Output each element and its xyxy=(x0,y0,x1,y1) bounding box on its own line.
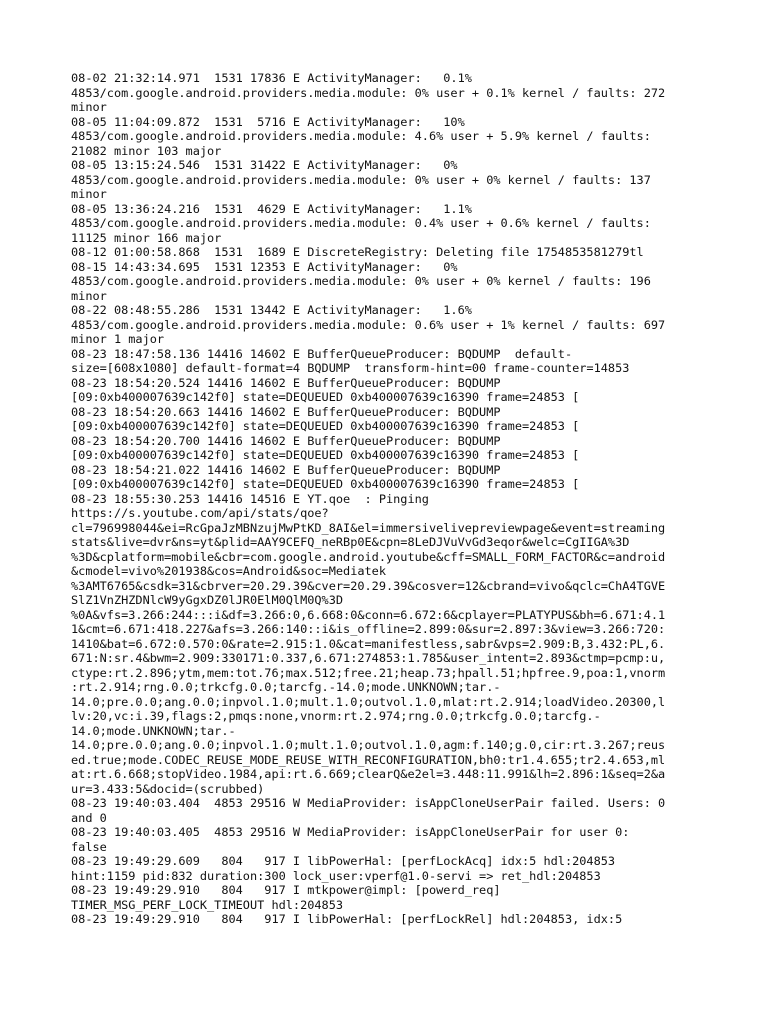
log-line: 4853/com.google.android.providers.media.module: 0% user + 0% kernel / faults: 137 xyxy=(71,172,651,187)
log-line: 4853/com.google.android.providers.media.module: 0% user + 0.1% kernel / faults: 272 xyxy=(71,85,666,100)
log-line: &cmodel=vivo%201938&cos=Android&soc=Mediatek xyxy=(71,564,386,578)
log-line: 14.0;mode.UNKNOWN;tar.- xyxy=(71,723,236,738)
log-line: minor xyxy=(71,100,107,114)
log-line: cl=796998044&ei=RcGpaJzMBNzujMwPtKD_8AI&el=immersivelivepreviewpage&event=streaming xyxy=(71,520,666,535)
log-line: TIMER_MSG_PERF_LOCK_TIMEOUT hdl:204853 xyxy=(71,897,344,912)
log-line: minor 1 major xyxy=(71,332,165,346)
log-line: 08-23 19:40:03.404 4853 29516 W MediaProvider: isAppCloneUserPair failed. Users: 0 xyxy=(71,796,666,810)
log-line: 4853/com.google.android.providers.media.module: 4.6% user + 5.9% kernel / faults: xyxy=(71,129,651,143)
log-line: 08-23 19:49:29.910 804 917 I libPowerHal: [perfLockRel] hdl:204853, idx:5 xyxy=(71,912,623,926)
log-line: 08-15 14:43:34.695 1531 12353 E ActivityManager: 0% xyxy=(71,259,458,274)
log-line: [09:0xb400007639c142f0] state=DEQUEUED 0xb400007639c16390 frame=24853 [ xyxy=(71,477,580,491)
log-line: lv:20,vc:i.39,flags:2,pmqs:none,vnorm:rt.2.974;rng.0.0;trkcfg.0.0;tarcfg.- xyxy=(71,709,601,723)
log-line: [09:0xb400007639c142f0] state=DEQUEUED 0xb400007639c16390 frame=24853 [ xyxy=(71,448,580,462)
log-line: %3D&cplatform=mobile&cbr=com.google.android.youtube&cff=SMALL_FORM_FACTOR&c=android xyxy=(71,549,666,564)
log-line: 08-23 18:55:30.253 14416 14516 E YT.qoe : Pinging xyxy=(71,491,429,506)
log-line: 08-05 11:04:09.872 1531 5716 E ActivityManager: 10% xyxy=(71,114,465,129)
log-line: 14.0;pre.0.0;ang.0.0;inpvol.1.0;mult.1.0;outvol.1.0,mlat:rt.2.914;loadVideo.20300,l xyxy=(71,694,666,709)
log-line: 1410&bat=6.672:0.570:0&rate=2.915:1.0&cat=manifestless,sabr&vps=2.909:B,3.432:PL,6. xyxy=(71,636,666,651)
log-line: 08-23 18:54:21.022 14416 14602 E BufferQueueProducer: BQDUMP xyxy=(71,462,501,477)
log-line: 08-23 18:47:58.136 14416 14602 E BufferQueueProducer: BQDUMP default- xyxy=(71,346,573,361)
log-line: ed.true;mode.CODEC_REUSE_MODE_REUSE_WITH_RECONFIGURATION,bh0:tr1.4.655;tr2.4.653,ml xyxy=(71,752,666,767)
log-line: 08-23 19:49:29.609 804 917 I libPowerHal: [perfLockAcq] idx:5 hdl:204853 xyxy=(71,854,616,868)
log-line: 08-23 18:54:20.524 14416 14602 E BufferQueueProducer: BQDUMP xyxy=(71,375,501,390)
log-line: 4853/com.google.android.providers.media.module: 0.6% user + 1% kernel / faults: 697 xyxy=(71,317,666,332)
log-line: 671:N:sr.4&bwm=2.909:330171:0.337,6.671:274853:1.785&user_intent=2.893&ctmp=pcmp:u, xyxy=(71,651,666,665)
log-line: 08-23 18:54:20.663 14416 14602 E BufferQueueProducer: BQDUMP xyxy=(71,404,501,419)
log-line: stats&live=dvr&ns=yt&plid=AAY9CEFQ_neRBp0E&cpn=8LeDJVuVvGd3eqor&welc=CgIIGA%3D xyxy=(71,535,630,549)
log-line: [09:0xb400007639c142f0] state=DEQUEUED 0xb400007639c16390 frame=24853 [ xyxy=(71,419,580,433)
log-line: 08-23 19:49:29.910 804 917 I mtkpower@impl: [powerd_req] xyxy=(71,883,501,897)
log-line: size=[608x1080] default-format=4 BQDUMP transform-hint=00 frame-counter=14853 xyxy=(71,361,630,375)
log-line: false xyxy=(71,839,107,854)
log-line: minor xyxy=(71,288,107,303)
log-line: 08-12 01:00:58.868 1531 1689 E DiscreteRegistry: Deleting file 1754853581279tl xyxy=(71,245,644,259)
log-line: 08-05 13:36:24.216 1531 4629 E ActivityManager: 1.1% xyxy=(71,201,472,216)
log-line: hint:1159 pid:832 duration:300 lock_user:vperf@1.0-servi => ret_hdl:204853 xyxy=(71,868,601,883)
log-line: at:rt.6.668;stopVideo.1984,api:rt.6.669;clearQ&e2el=3.448:11.991&lh=2.896:1&seq=2&a xyxy=(71,767,666,781)
log-line: ur=3.433:5&docid=(scrubbed) xyxy=(71,781,265,796)
log-line: 21082 minor 103 major xyxy=(71,143,222,158)
log-line: 08-23 19:40:03.405 4853 29516 W MediaProvider: isAppCloneUserPair for user 0: xyxy=(71,825,630,839)
log-line: 1&cmt=6.671:418.227&afs=3.266:140::i&is_offline=2.899:0&sur=2.897:3&view=3.266:720: xyxy=(71,622,666,636)
log-line: %3AMT6765&csdk=31&cbrver=20.29.39&cver=20.29.39&cosver=12&cbrand=vivo&qclc=ChA4TGVE xyxy=(71,578,666,593)
log-line: 08-22 08:48:55.286 1531 13442 E ActivityManager: 1.6% xyxy=(71,303,472,317)
log-line: and 0 xyxy=(71,810,107,825)
log-line: SlZ1VnZHZDNlcW9yGgxDZ0lJR0ElM0QlM0Q%3D xyxy=(71,593,344,607)
log-line: :rt.2.914;rng.0.0;trkcfg.0.0;tarcfg.-14.0;mode.UNKNOWN;tar.- xyxy=(71,680,501,694)
log-line: https://s.youtube.com/api/stats/qoe? xyxy=(71,506,329,520)
log-line: minor xyxy=(71,187,107,201)
log-document xyxy=(71,71,703,927)
log-line: 14.0;pre.0.0;ang.0.0;inpvol.1.0;mult.1.0;outvol.1.0,agm:f.140;g.0,cir:rt.3.267;reus xyxy=(71,738,666,752)
log-line: 11125 minor 166 major xyxy=(71,230,222,245)
log-line: ctype:rt.2.896;ytm,mem:tot.76;max.512;free.21;heap.73;hpall.51;hpfree.9,poa:1,vnorm xyxy=(71,665,666,680)
log-line: [09:0xb400007639c142f0] state=DEQUEUED 0xb400007639c16390 frame=24853 [ xyxy=(71,390,580,404)
log-line: 4853/com.google.android.providers.media.module: 0.4% user + 0.6% kernel / faults: xyxy=(71,216,651,230)
log-line: %0A&vfs=3.266:244:::i&df=3.266:0,6.668:0&conn=6.672:6&cplayer=PLATYPUS&bh=6.671:4.1 xyxy=(71,607,666,622)
log-line: 4853/com.google.android.providers.media.module: 0% user + 0% kernel / faults: 196 xyxy=(71,274,651,288)
log-line: 08-05 13:15:24.546 1531 31422 E ActivityManager: 0% xyxy=(71,158,458,172)
log-line: 08-23 18:54:20.700 14416 14602 E BufferQueueProducer: BQDUMP xyxy=(71,433,501,448)
log-line: 08-02 21:32:14.971 1531 17836 E ActivityManager: 0.1% xyxy=(71,71,472,85)
